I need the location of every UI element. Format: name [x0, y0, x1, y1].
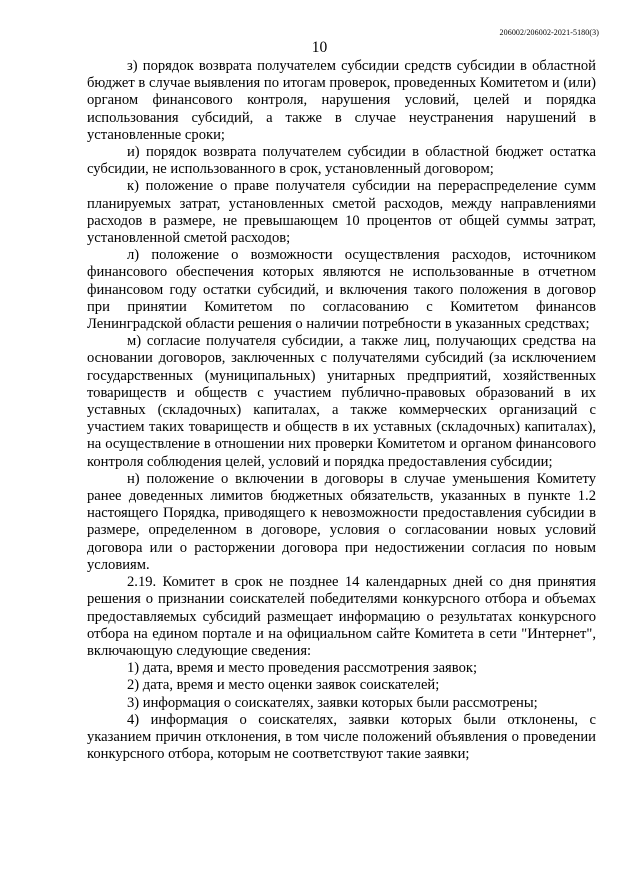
document-id: 206002/206002-2021-5180(3) [499, 28, 599, 37]
paragraph-k: к) положение о праве получателя субсидии на перераспределение сумм планируемых затрат, установленных сметой расходов, между направлениями расходов в размере, не превышающем 10 процентов от общей суммы затрат, установленной сметой расходов; [87, 178, 596, 247]
paragraph-2-19: 2.19. Комитет в срок не позднее 14 календарных дней со дня принятия решения о признании соискателей победителями конкурсного отбора и объемах предоставляемых субсидий размещает информацию о результатах конкурсного отбора на едином портале и на официальном сайте Комитета в сети "Интернет", включающую следующие сведения: [87, 574, 596, 659]
paragraph-z: з) порядок возврата получателем субсидии средств субсидии в областной бюджет в случае выявления по итогам проверок, проведенных Комитетом и (или) органом финансового контроля, нарушения условий, целей и порядка использования субсидий, а также в случае неустранения нарушений в установленные сроки; [87, 58, 596, 143]
list-item-2: 2) дата, время и место оценки заявок соискателей; [127, 677, 440, 694]
paragraph-l: л) положение о возможности осуществления расходов, источником финансового обеспечения которых являются не использованные в отчетном финансовом году остатки субсидий, и включения такого положения в договор при принятии Комитетом по согласованию с Комитетом финансов Ленинградской области решения о наличии потребности в указанных средствах; [87, 247, 596, 333]
paragraph-n: н) положение о включении в договоры в случае уменьшения Комитету ранее доведенных лимитов бюджетных обязательств, указанных в пункте 1.2 настоящего Порядка, приводящего к невозможности предоставления субсидии в размере, определенном в договоре, условия о согласовании новых условий договора или о расторжении договора при недостижении согласия по новым условиям. [87, 470, 596, 573]
list-item-4: 4) информация о соискателях, заявки которых были отклонены, с указанием причин отклонения, в том числе положений объявления о проведении конкурсного отбора, которым не соответствуют такие заявки; [87, 711, 596, 763]
paragraph-i: и) порядок возврата получателем субсидии в областной бюджет остатка субсидии, не использованного в срок, установленный договором; [87, 144, 596, 178]
document-body [87, 58, 596, 763]
page-number: 10 [311, 39, 328, 56]
list-item-1: 1) дата, время и место проведения рассмотрения заявок; [127, 660, 478, 677]
list-item-3: 3) информация о соискателях, заявки которых были рассмотрены; [127, 694, 538, 711]
paragraph-m: м) согласие получателя субсидии, а также лиц, получающих средства на основании договоров, заключенных с получателями субсидий (за исключением государственных (муниципальных) унитарных предприятий, хозяйственных товариществ и обществ с участием публично-правовых образований в их уставных (складочных) капиталах, а также коммерческих организаций с участием таких товариществ и обществ в их уставных (складочных) капиталах), на осуществление в отношении них проверки Комитетом и органом финансового контроля соблюдения целей, условий и порядка предоставления субсидии; [87, 333, 596, 470]
